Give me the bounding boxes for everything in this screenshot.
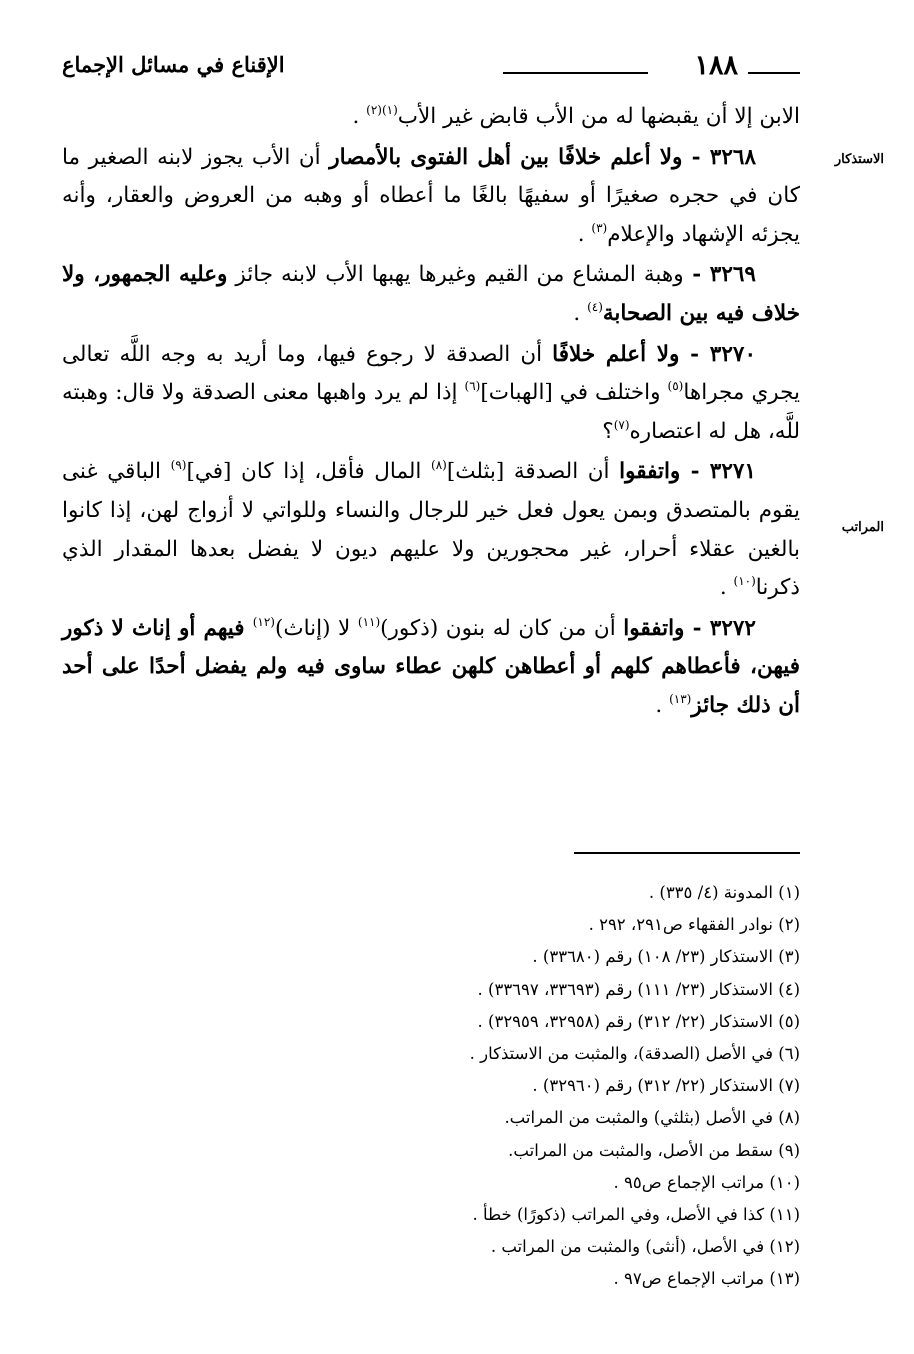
paragraph-text: الباقي غنى يقوم بالمتصدق وبمن يعول فعل خير للرجال والنساء وللواتي لا أزواج لهن، إذا كانوا بالغين عقلاء أحرار، غير محجورين ولا عليهم ديون لا يفضل بعدها المقدار الذي ذكرنا [62,459,800,601]
paragraph-text: أن الصدقة [بثلث] [446,459,620,485]
footnote-ref: (٨) [431,458,447,473]
paragraph-text: لا (إناث) [274,615,358,641]
footnote: (١٠) مراتب الإجماع ص٩٥ . [613,1172,800,1192]
margin-note-istidhkar: الاستذكار [834,152,884,167]
paragraph-3271 [62,453,800,607]
footnote: (٣) الاستذكار (٢٣/ ١٠٨) رقم (٣٣٦٨٠) . [532,947,800,967]
bold-phrase: وعليه الجمهور، ولا خلاف فيه بين الصحابة [62,262,800,326]
footnote: (٥) الاستذكار (٢٢/ ٣١٢) رقم (٣٢٩٥٨، ٣٢٩٥٩) . [477,1011,800,1031]
paragraph-text: المال فأقل، إذا كان [في] [186,459,431,485]
footnote: (٦) في الأصل (الصدقة)، والمثبت من الاستذكار . [469,1044,800,1064]
header-rule-right [748,72,800,74]
footnotes [160,877,800,1296]
punctuation: ؟ [602,418,614,444]
page-number: ١٨٨ [694,50,738,81]
footnote: (٧) الاستذكار (٢٢/ ٣١٢) رقم (٣٢٩٦٠) . [532,1076,800,1096]
bold-phrase: واتفقوا [619,459,681,485]
footnote-ref: (٤) [587,299,603,314]
punctuation: . [352,104,367,129]
bold-phrase: فيهم أو إناث لا ذكور فيهن، فأعطاهم كلهم أو أعطاهن كلهن عطاء ساوى فيه ولم يفضل أحدًا على أحد أن ذلك جائز [62,615,800,718]
paragraph-continuation [62,98,800,137]
paragraph-text: أن الأب يجوز لابنه الصغير ما كان في حجره صغيرًا أو سفيهًا بالغًا ما أعطاه أو وهبه من العروض والعقار، وأنه يجزئه الإشهاد والإعلام [62,144,800,247]
punctuation: . [719,575,734,601]
footnote: (٤) الاستذكار (٢٣/ ١١١) رقم (٣٣٦٩٣، ٣٣٦٩٧) . [477,979,800,999]
paragraph-text: إذا لم يرد واهبها معنى الصدقة ولا قال: وهبته للَّه، هل له اعتصاره [62,380,800,444]
footnote: (٩) سقط من الأصل، والمثبت من المراتب. [508,1140,800,1160]
footnote: (١) المدونة (٤/ ٣٣٥) . [648,883,800,902]
footnote-separator [574,852,800,854]
footnote: (١٣) مراتب الإجماع ص٩٧ . [613,1269,800,1289]
main-text [62,98,800,728]
paragraph-3269 [62,256,800,333]
paragraph-3268 [62,139,800,255]
punctuation: . [573,300,588,326]
issue-number: ٣٢٧٠ - [679,341,756,367]
margin-note-maratib: المراتب [841,520,884,535]
punctuation: . [577,221,592,247]
paragraph-text: أن من كان له بنون (ذكور) [380,615,624,641]
paragraph-text: أن الصدقة لا رجوع فيها، وما أريد به وجه اللَّه تعالى يجري مجراها [62,341,800,406]
issue-number: ٣٢٦٩ - [683,262,756,288]
header-rule-left [503,72,648,74]
issue-number: ٣٢٦٨ - [682,144,756,170]
footnote-ref: (٧) [613,417,630,432]
issue-number: ٣٢٧١ - [680,459,756,485]
paragraph-text: واختلف في [الهبات] [480,380,668,406]
footnote-ref: (٣) [591,220,608,235]
footnote-ref: (١٠) [733,574,756,589]
footnote-ref: (٦) [464,379,481,394]
paragraph-3272 [62,610,800,726]
footnote-ref: (١١) [357,614,381,629]
footnote: (٨) في الأصل (بثلثي) والمثبت من المراتب. [504,1108,800,1128]
footnote-ref: (١)(٢) [366,103,398,117]
bold-phrase: ولا أعلم خلافًا [552,341,680,367]
paragraph-text: الابن إلا أن يقبضها له من الأب قابض غير الأب [397,104,800,129]
running-title: الإقناع في مسائل الإجماع [62,52,285,77]
footnote: (٢) نوادر الفقهاء ص٢٩١، ٢٩٢ . [588,915,800,935]
footnote: (١١) كذا في الأصل، وفي المراتب (ذكورًا) خطأ . [472,1205,800,1225]
bold-phrase: ولا أعلم خلافًا بين أهل الفتوى بالأمصار [329,144,683,170]
footnote-ref: (١٣) [669,691,692,706]
footnote-ref: (١٢) [252,614,275,629]
footnote-ref: (٩) [170,458,187,473]
paragraph-3270 [62,336,800,452]
footnote-ref: (٥) [667,379,684,394]
paragraph-text: وهبة المشاع من القيم وغيرها يهبها الأب لابنه جائز [227,262,684,288]
issue-number: ٣٢٧٢ - [684,615,756,641]
page-header [62,50,800,86]
footnote: (١٢) في الأصل، (أنثى) والمثبت من المراتب . [490,1237,800,1257]
bold-phrase: واتفقوا [623,615,685,641]
punctuation: . [655,692,670,718]
